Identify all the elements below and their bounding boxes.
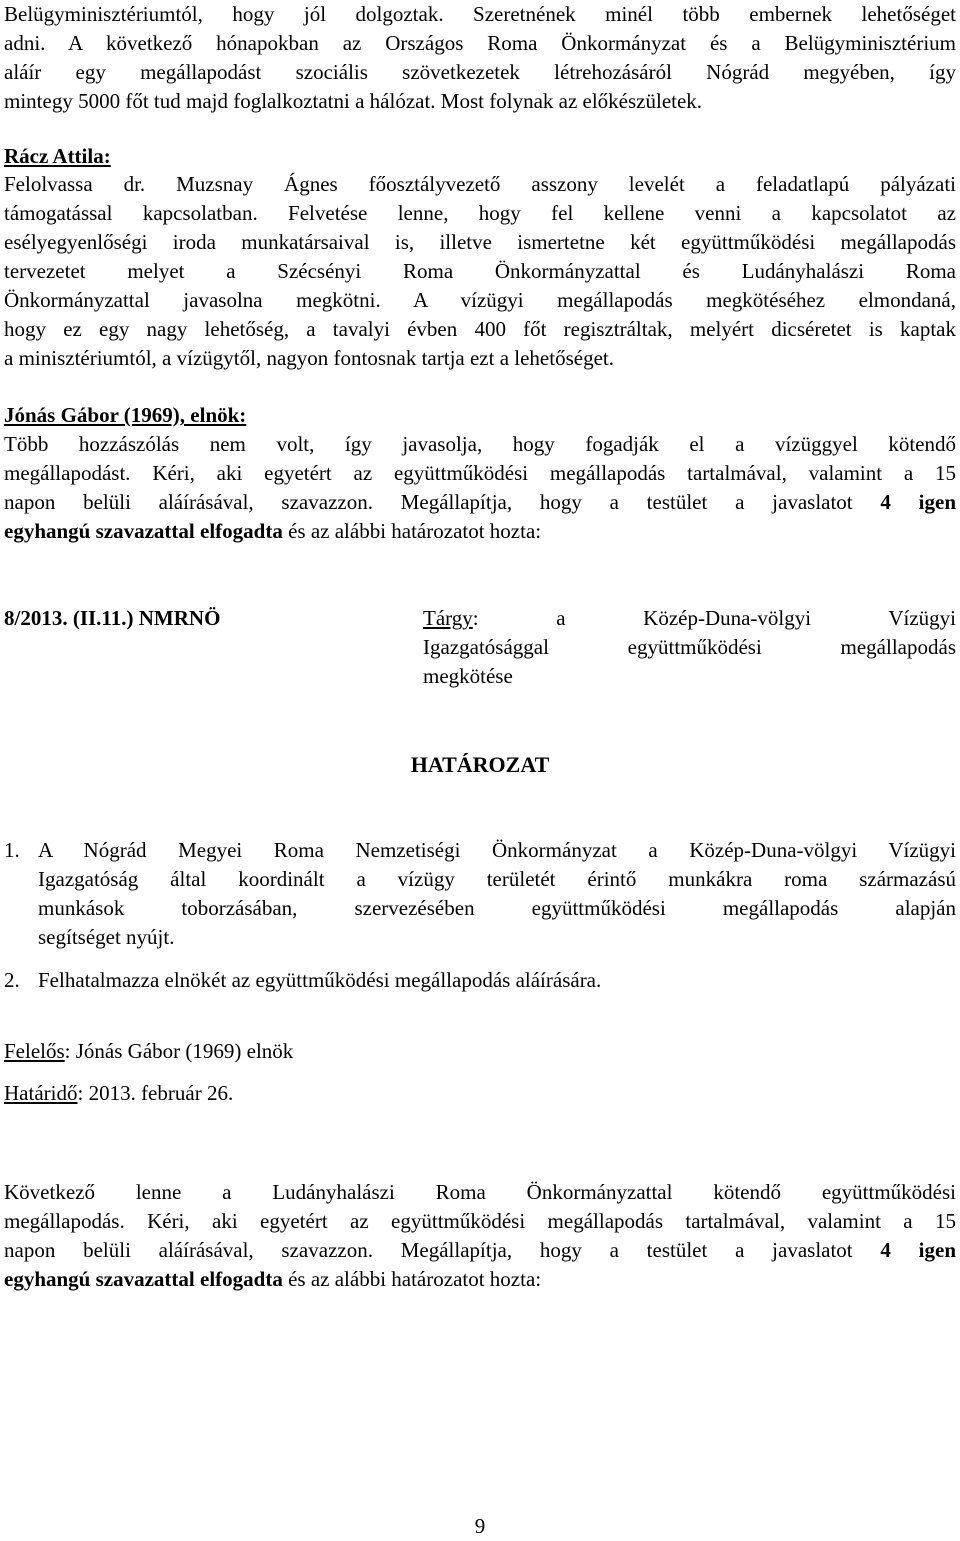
text-line	[4, 517, 956, 546]
text-line: A Nógrád Megyei Roma Nemzetiségi Önkormányzat a Közép-Duna-völgyi Vízügyi	[38, 838, 956, 862]
resolution-item-1	[4, 836, 956, 952]
text-line	[4, 488, 956, 517]
page-number: 9	[474, 1514, 486, 1538]
subject-label: Tárgy	[423, 606, 473, 630]
vote-result: egyhangú szavazattal elfogadta	[4, 1267, 283, 1291]
text-line: Igazgatóság által koordinált a vízügy területét érintő munkákra roma származású	[38, 867, 956, 891]
responsible-value: : Jónás Gábor (1969) elnök	[64, 1039, 294, 1063]
text-line: mintegy 5000 főt tud majd foglalkoztatni a hálózat. Most folynak az előkészületek.	[4, 89, 703, 113]
vote-count: 4 igen	[880, 490, 956, 514]
resolution-item-2	[4, 966, 956, 995]
vote-paragraph	[4, 430, 956, 546]
item-number: 1.	[4, 838, 20, 862]
text-line: adni. A következő hónapokban az Országos Roma Önkormányzat és a Belügyminisztérium	[4, 31, 956, 55]
deadline-line	[4, 1079, 956, 1108]
speaker-jonas-gabor: Jónás Gábor (1969), elnök:	[4, 403, 247, 427]
responsible-line	[4, 1037, 956, 1066]
text-span: : a Közép-Duna-völgyi Vízügyi	[472, 606, 956, 630]
responsible-label: Felelős	[4, 1039, 65, 1063]
resolution-heading: HATÁROZAT	[410, 752, 550, 777]
text-line: Következő lenne a Ludányhalászi Roma Önkormányzattal kötendő együttműködési	[4, 1180, 956, 1204]
subject-line	[423, 604, 956, 633]
subject-line: megkötése	[423, 664, 513, 688]
text-line: tervezetet melyet a Szécsényi Roma Önkormányzattal és Ludányhalászi Roma	[4, 259, 956, 283]
text-line: esélyegyenlőségi iroda munkatársaival is, illetve ismertetne két együttműködési megállapodás	[4, 230, 956, 254]
text-line	[4, 1236, 956, 1265]
text-line: segítséget nyújt.	[38, 925, 175, 949]
vote-result: egyhangú szavazattal elfogadta	[4, 519, 283, 543]
text-line: Belügyminisztériumtól, hogy jól dolgoztak. Szeretnének minél több embernek lehetőséget	[4, 2, 956, 26]
decision-subject	[423, 604, 956, 691]
deadline-value: : 2013. február 26.	[77, 1081, 234, 1105]
text-line: Önkormányzattal javasolna megkötni. A vízügyi megállapodás megkötéséhez elmondaná,	[4, 288, 956, 312]
text-line: támogatással kapcsolatban. Felvetése lenne, hogy fel kellene venni a kapcsolatot az	[4, 201, 956, 225]
item-number: 2.	[4, 968, 20, 992]
decision-number: 8/2013. (II.11.) NMRNÖ	[4, 606, 221, 630]
text-line: megállapodás. Kéri, aki egyetért az együttműködési megállapodás tartalmával, valamint a 15	[4, 1209, 956, 1233]
text-line	[4, 1265, 956, 1294]
text-line: Felolvassa dr. Muzsnay Ágnes főosztályvezető asszony levelét a feladatlapú pályázati	[4, 172, 956, 196]
text-span: napon belüli aláírásával, szavazzon. Megállapítja, hogy a testület a javaslatot	[4, 1238, 881, 1262]
text-line: megállapodást. Kéri, aki egyetért az együttműködési megállapodás tartalmával, valamint a 15	[4, 461, 956, 485]
text-line: aláír egy megállapodást szociális szövetkezetek létrehozásáról Nógrád megyében, így	[4, 60, 956, 84]
subject-line: Igazgatósággal együttműködési megállapodás	[423, 635, 956, 659]
text-span: és az alábbi határozatot hozta:	[282, 519, 542, 543]
text-line: Több hozzászólás nem volt, így javasolja, hogy fogadják el a vízüggyel kötendő	[4, 432, 956, 456]
text-line: hogy ez egy nagy lehetőség, a tavalyi évben 400 főt regisztráltak, melyért dicséretet is kaptak	[4, 317, 956, 341]
text-span: és az alábbi határozatot hozta:	[282, 1267, 542, 1291]
text-span: napon belüli aláírásával, szavazzon. Megállapítja, hogy a testület a javaslatot	[4, 490, 881, 514]
text-line: Felhatalmazza elnökét az együttműködési megállapodás aláírására.	[38, 968, 602, 992]
speaker-racz-attila: Rácz Attila:	[4, 144, 111, 168]
next-agreement-paragraph	[4, 1178, 956, 1294]
intro-paragraph	[4, 0, 956, 116]
deadline-label: Határidő	[4, 1081, 78, 1105]
vote-count: 4 igen	[880, 1238, 956, 1262]
text-line: a minisztériumtól, a vízügytől, nagyon fontosnak tartja ezt a lehetőséget.	[4, 346, 614, 370]
racz-paragraph	[4, 170, 956, 373]
text-line: munkások toborzásában, szervezésében együttműködési megállapodás alapján	[38, 896, 956, 920]
